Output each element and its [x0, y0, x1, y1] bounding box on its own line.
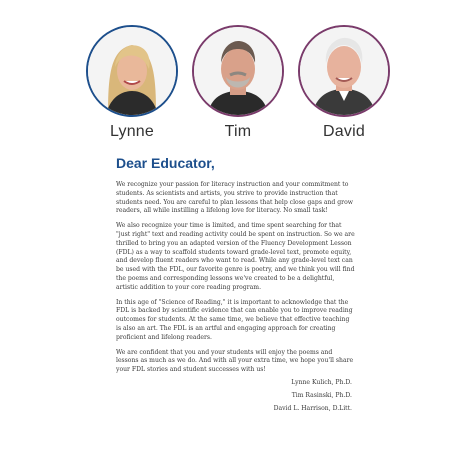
portrait-tim-image	[194, 27, 282, 115]
letter-greeting: Dear Educator,	[116, 155, 215, 171]
author-name-tim: Tim	[224, 123, 252, 140]
author-lynne	[86, 25, 178, 141]
letter-paragraph: We are confident that you and your students will enjoy the poems and lessons as much as we do. And with all your extra time, we hope you'll share your FDL stories and student successes with us!	[116, 348, 354, 374]
letter-paragraph: We recognize your passion for literacy instruction and your commitment to students. As scientists and artists, you strive to provide instruction that students need. You are careful to plan lessons that help close gaps and grow readers, all while instilling a lifelong love for literacy. No small task!	[116, 181, 353, 215]
author-name-david: David	[323, 123, 365, 140]
letter-body	[116, 155, 356, 381]
author-portraits	[0, 25, 470, 150]
letter-paragraph: In this age of "Science of Reading," it is important to acknowledge that the FDL is backed by scientific evidence that can enable you to improve reading outcomes for students. At the same time, we believe that effective teaching is also an art. The FDL is an artful and engaging approach for creating proficient and lifelong readers.	[116, 298, 353, 341]
portrait-lynne	[86, 25, 178, 117]
signature-david: David L. Harrison, D.Litt.	[273, 405, 352, 412]
portrait-lynne-image	[88, 27, 176, 115]
author-david	[298, 25, 390, 141]
signature-tim: Tim Rasinski, Ph.D.	[291, 392, 352, 399]
portrait-david-image	[300, 27, 388, 115]
author-name-lynne: Lynne	[110, 123, 154, 140]
portrait-tim	[192, 25, 284, 117]
signature-lynne: Lynne Kulich, Ph.D.	[291, 379, 352, 386]
author-tim	[192, 25, 284, 141]
letter-paragraph: We also recognize your time is limited, and time spent searching for that "just right" text and reading activity could be spent on instruction. So we are thrilled to bring you an adapted version of the Fluency Development Lesson (FDL) as a way to scaffold students toward grade-level text, promote equity, and develop fluent readers who want to read. While any grade-level text can be used with the FDL, our favorite genre is poetry, and we think you will find the poems and corresponding lessons we've created to be a delightful, artistic addition to your core reading program.	[116, 222, 355, 291]
signature-block	[274, 376, 352, 415]
portrait-david	[298, 25, 390, 117]
